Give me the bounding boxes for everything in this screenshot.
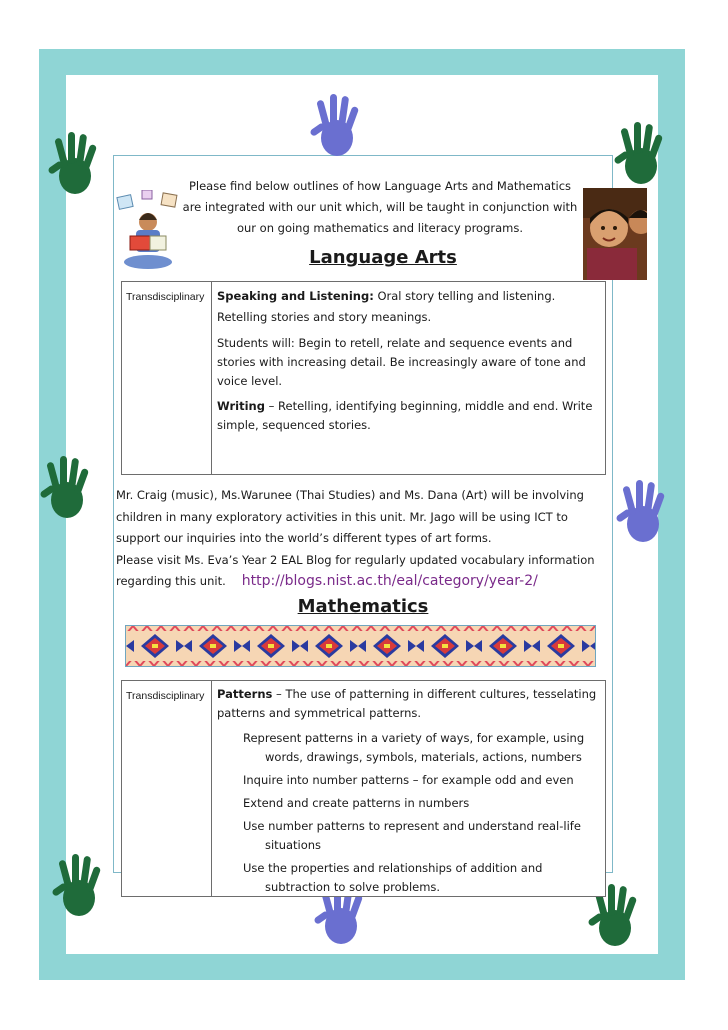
math-list-item: Represent patterns in a variety of ways, for example, using words, drawings, symbols, materials, actions, numbers: [243, 731, 585, 764]
writing-title: Writing: [217, 399, 265, 413]
math-list-item: Extend and create patterns in numbers: [243, 796, 470, 810]
tribal-pattern-band: [125, 625, 596, 667]
eal-blog-text: Please visit Ms. Eva’s Year 2 EAL Blog for regularly updated vocabulary information regarding this unit.: [116, 552, 595, 589]
math-list-item: Inquire into number patterns – for example odd and even: [243, 773, 574, 787]
purple-hand-icon: [306, 90, 368, 162]
patterns-title: Patterns: [217, 687, 273, 701]
mathematics-table: [121, 680, 606, 897]
mathematics-heading: Mathematics: [297, 596, 429, 617]
intro-line: Please find below outlines of how Language Arts and Mathematics: [188, 179, 572, 193]
speaking-listening-text: Oral story telling and listening. Retelling stories and story meanings.: [217, 289, 556, 324]
speaking-listening-paragraph: [217, 286, 599, 328]
transdisciplinary-label: Transdisciplinary: [122, 282, 212, 474]
reading-child-illustration: [116, 190, 180, 272]
intro-paragraph: [180, 176, 580, 239]
green-hand-icon: [48, 850, 110, 922]
writing-text: – Retelling, identifying beginning, middle and end. Write simple, sequenced stories.: [217, 399, 593, 432]
green-hand-icon: [44, 128, 106, 200]
students-will-paragraph: Students will: Begin to retell, relate and sequence events and stories with increasing detail. Be increasingly aware of tone and voice level.: [217, 336, 586, 388]
mathematics-cell: [217, 685, 599, 901]
transdisciplinary-label: Transdisciplinary: [122, 681, 212, 896]
math-list-item: Use the properties and relationships of addition and subtraction to solve problems.: [243, 861, 543, 894]
language-arts-heading: Language Arts: [309, 247, 457, 268]
patterns-paragraph: [217, 685, 599, 723]
specialist-paragraph: Mr. Craig (music), Ms.Warunee (Thai Studies) and Ms. Dana (Art) will be involving children in many exploratory activities in this unit. Mr. Jago will be using ICT to support our inquiries into the world’s different types of art forms.: [116, 488, 584, 546]
green-hand-icon: [36, 452, 98, 524]
math-list-item: Use number patterns to represent and understand real-life situations: [243, 819, 581, 852]
purple-hand-icon: [612, 476, 674, 548]
green-hand-icon: [610, 118, 672, 190]
eal-blog-paragraph: [116, 550, 606, 593]
writing-paragraph: [217, 397, 599, 435]
intro-line: are integrated with our unit which, will be taught in conjunction with: [182, 200, 578, 214]
eal-blog-link[interactable]: http://blogs.nist.ac.th/eal/category/year-2/: [241, 573, 538, 590]
speaking-listening-title: Speaking and Listening:: [217, 289, 374, 303]
language-arts-cell: [217, 286, 599, 441]
language-arts-table: [121, 281, 606, 475]
intro-line: our on going mathematics and literacy programs.: [236, 221, 524, 235]
specialist-teachers-section: [116, 485, 606, 593]
children-photo: [583, 188, 647, 280]
patterns-text: – The use of patterning in different cultures, tesselating patterns and symmetrical patterns.: [217, 687, 597, 720]
